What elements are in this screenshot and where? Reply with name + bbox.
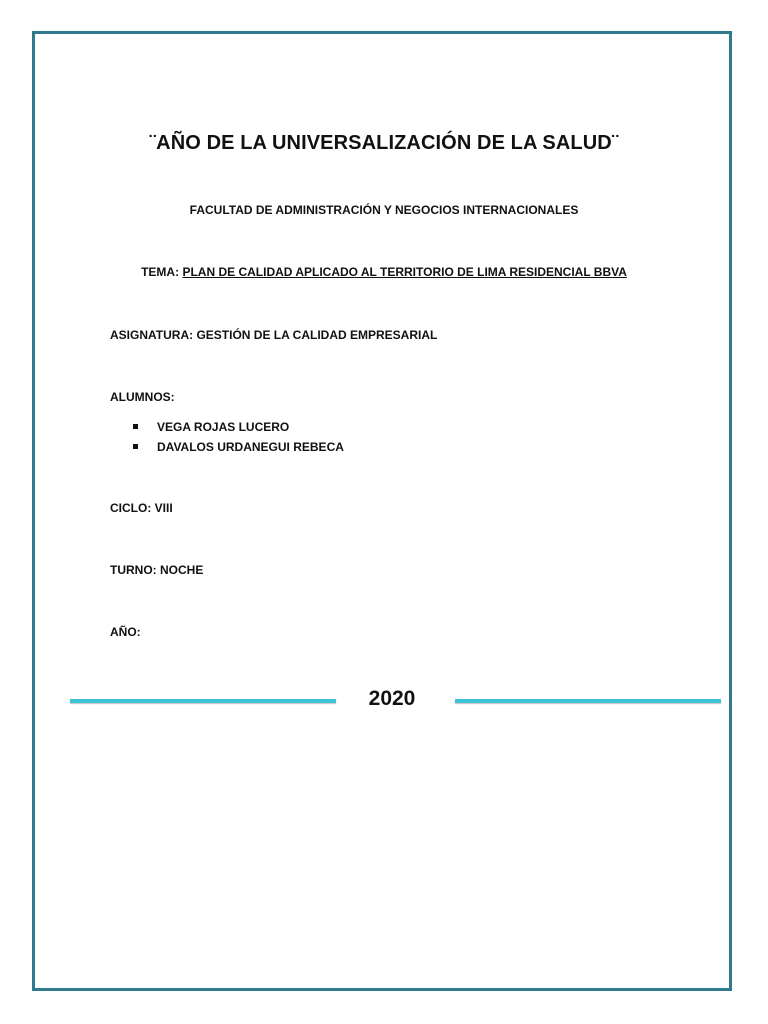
- list-item: [131, 439, 344, 459]
- square-bullet-icon: [133, 424, 138, 429]
- tema-line: [0, 265, 768, 279]
- year-value: 2020: [368, 687, 416, 710]
- ciclo-line: CICLO: VIII: [110, 501, 173, 515]
- alumnos-label: ALUMNOS:: [110, 390, 175, 404]
- students-list: [131, 419, 344, 459]
- tema-label: TEMA:: [141, 265, 180, 279]
- page-title: ¨AÑO DE LA UNIVERSALIZACIÓN DE LA SALUD¨: [149, 132, 619, 154]
- student-name: VEGA ROJAS LUCERO: [157, 420, 290, 434]
- list-item: [131, 419, 344, 439]
- decorative-line-right: [455, 699, 721, 703]
- decorative-line-left: [70, 699, 336, 703]
- square-bullet-icon: [133, 444, 138, 449]
- asignatura-line: ASIGNATURA: GESTIÓN DE LA CALIDAD EMPRESARIAL: [110, 328, 438, 342]
- turno-line: TURNO: NOCHE: [110, 563, 204, 577]
- student-name: DAVALOS URDANEGUI REBECA: [157, 440, 344, 454]
- faculty-name: FACULTAD DE ADMINISTRACIÓN Y NEGOCIOS INTERNACIONALES: [189, 203, 579, 217]
- anio-label: AÑO:: [110, 625, 141, 639]
- tema-value: PLAN DE CALIDAD APLICADO AL TERRITORIO DE LIMA RESIDENCIAL BBVA: [182, 265, 627, 279]
